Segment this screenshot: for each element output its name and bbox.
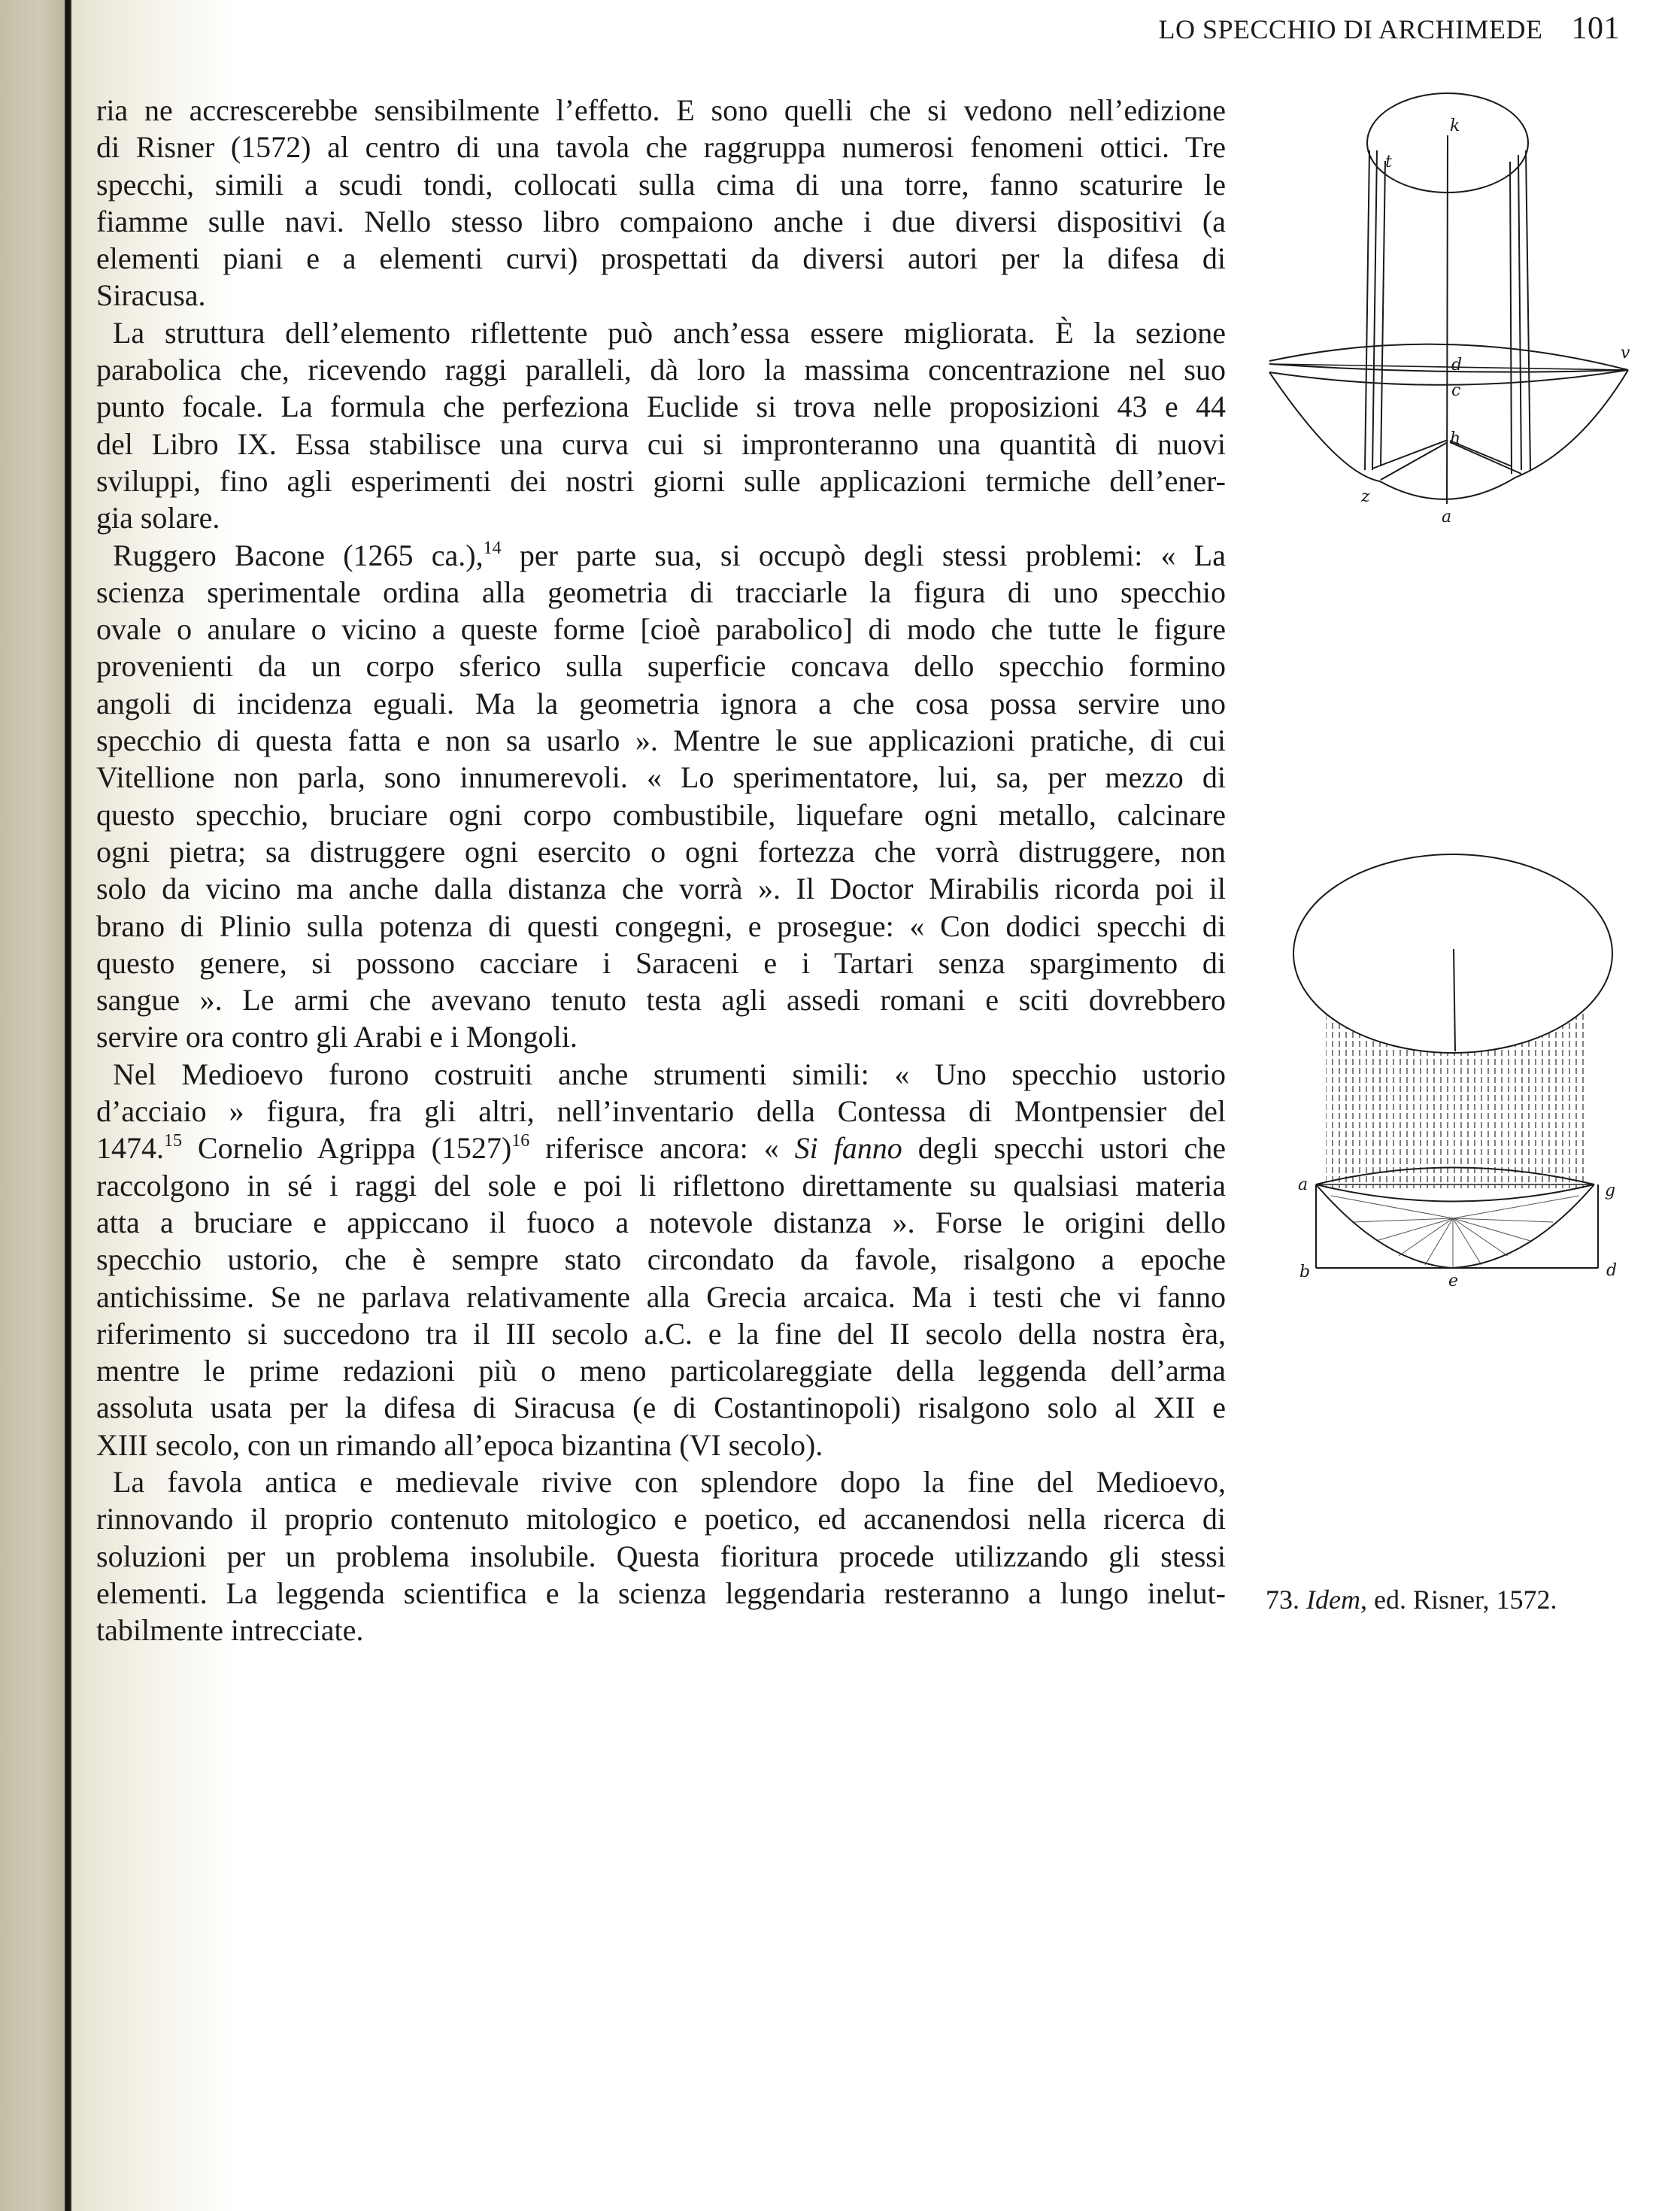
text-line: questo genere, si possono cacciare i Saraceni e i Tartari senza spargimento di [96, 945, 1226, 980]
main-text-column [96, 92, 1226, 1648]
text-line-with-footnote [96, 537, 1226, 574]
text-line: XIII secolo, con un rimando all’epoca bizantina (VI secolo). [96, 1427, 823, 1462]
text-line: fiamme sulle navi. Nello stesso libro compaiono anche i due diversi dispositivi (a [96, 204, 1226, 238]
text-line: raccolgono in sé i raggi del sole e poi li riflettono direttamente su qualsiasi materia [96, 1168, 1226, 1203]
text-line: questo specchio, bruciare ogni corpo combustibile, liquefare ogni metallo, calcinare [96, 797, 1226, 832]
book-spine-shadow [65, 0, 71, 2211]
text-line: sangue ». Le armi che avevano tenuto testa agli assedi romani e sciti dovrebbero [96, 983, 1226, 1018]
text-line: mentre le prime redazioni più o meno particolareggiate della leggenda dell’arma [96, 1354, 1226, 1388]
label-g: g [1605, 1181, 1616, 1200]
text-line: specchi, simili a scudi tondi, collocati sulla cima di una torre, fanno scaturire le [96, 167, 1226, 202]
label-d: d [1606, 1261, 1618, 1280]
text-segment: riferisce ancora: « [529, 1131, 795, 1166]
text-line: del Libro IX. Essa stabilisce una curva cui si impronteranno una quantità di nuovi [96, 426, 1226, 461]
text-segment: Ruggero Bacone (1265 ca.), [113, 538, 484, 572]
label-c: c [1451, 381, 1461, 400]
label-b: b [1299, 1263, 1311, 1281]
text-line: scienza sperimentale ordina alla geometria di tracciarle la figura di uno specchio [96, 575, 1226, 609]
caption-rest: , ed. Risner, 1572. [1360, 1585, 1557, 1615]
text-segment: degli specchi ustori che [902, 1131, 1227, 1166]
text-line: La favola antica e medievale rivive con splendore dopo la fine del Medioevo, [113, 1464, 1226, 1499]
text-segment: per parte sua, si occupò degli stessi problemi: « La [501, 538, 1226, 572]
label-h: h [1450, 429, 1461, 448]
caption-number: 73. [1266, 1585, 1299, 1615]
text-line-with-footnotes [96, 1130, 1226, 1166]
text-line: specchio di questa fatta e non sa usarlo ». Mentre le sue applicazioni pratiche, di cui [96, 723, 1226, 758]
footnote-ref-16[interactable]: 16 [511, 1131, 530, 1151]
text-line: assoluta usata per la difesa di Siracusa (e di Costantinopoli) risalgono solo al XII e [96, 1391, 1226, 1425]
text-line: gia solare. [96, 501, 220, 535]
page-number: 101 [1571, 11, 1620, 46]
italic-quote: Si fanno [794, 1131, 902, 1166]
running-head-title: LO SPECCHIO DI ARCHIMEDE [1158, 14, 1543, 44]
running-head [1158, 11, 1620, 47]
label-k: k [1450, 117, 1460, 135]
label-t: t [1385, 153, 1392, 171]
text-line: specchio ustorio, che è sempre stato circondato da favole, risalgono a epoche [96, 1242, 1226, 1277]
text-segment: 1474. [96, 1131, 164, 1166]
text-line: Vitellione non parla, sono innumerevoli. « Lo sperimentatore, lui, sa, per mezzo di [96, 760, 1226, 795]
text-line: parabolica che, ricevendo raggi paralleli, dà loro la massima concentrazione nel suo [96, 353, 1226, 387]
text-line: La struttura dell’elemento riflettente può anch’essa essere migliorata. È la sezione [113, 315, 1226, 350]
text-line: angoli di incidenza eguali. Ma la geometria ignora a che cosa possa servire uno [96, 686, 1226, 720]
label-a: a [1442, 508, 1452, 526]
text-line: elementi. La leggenda scientifica e la scienza leggendaria resteranno a lungo inelut- [96, 1576, 1226, 1610]
figure-paraboloid-rays-top [1248, 75, 1680, 526]
text-line: ria ne accrescerebbe sensibilmente l’effetto. E sono quelli che si vedono nell’edizione [96, 93, 1226, 127]
text-line: Nel Medioevo furono costruiti anche strumenti simili: « Uno specchio ustorio [113, 1057, 1226, 1091]
text-line: ogni pietra; sa distruggere ogni esercito o ogni fortezza che vorrà distruggere, non [96, 834, 1226, 869]
text-line: atta a bruciare e appiccano il fuoco a notevole distanza ». Forse le origini dello [96, 1205, 1226, 1239]
text-line: rinnovando il proprio contenuto mitologico e poetico, ed accanendosi nella ricerca di [96, 1502, 1226, 1536]
label-a: a [1298, 1175, 1309, 1194]
text-line: soluzioni per un problema insolubile. Questa fioritura procede utilizzando gli stessi [96, 1539, 1226, 1573]
text-line: tabilmente intrecciate. [96, 1613, 364, 1648]
text-line: riferimento si succedono tra il III secolo a.C. e la fine del II secolo della nostra èra, [96, 1316, 1226, 1351]
text-line: provenienti da un corpo sferico sulla superficie concava dello specchio formino [96, 649, 1226, 684]
footnote-ref-15[interactable]: 15 [164, 1131, 182, 1151]
text-line: ovale o anulare o vicino a queste forme [cioè parabolico] di modo che tutte le figure [96, 612, 1226, 647]
label-d: d [1451, 356, 1463, 375]
label-e: e [1448, 1272, 1459, 1291]
text-line: solo da vicino ma anche dalla distanza che vorrà ». Il Doctor Mirabilis ricorda poi il [96, 872, 1226, 906]
text-line: punto focale. La formula che perfeziona Euclide si trova nelle proposizioni 43 e 44 [96, 390, 1226, 424]
figure-caption [1266, 1584, 1557, 1615]
text-line: antichissime. Se ne parlava relativamente alla Grecia arcaica. Ma i testi che vi fanno [96, 1279, 1226, 1314]
text-line: di Risner (1572) al centro di una tavola che raggruppa numerosi fenomeni ottici. Tre [96, 130, 1226, 165]
label-v: v [1621, 344, 1630, 362]
text-segment: Cornelio Agrippa (1527) [182, 1131, 512, 1166]
text-line: elementi piani e a elementi curvi) prospettati da diversi autori per la difesa di [96, 241, 1226, 276]
figure-paraboloid-rays-bottom [1248, 842, 1680, 1294]
footnote-ref-14[interactable]: 14 [483, 538, 502, 558]
caption-title: Idem [1306, 1585, 1360, 1615]
text-line: Siracusa. [96, 278, 206, 313]
text-line: brano di Plinio sulla potenza di questi congegni, e prosegue: « Con dodici specchi di [96, 908, 1226, 943]
label-z: z [1361, 487, 1370, 506]
text-line: d’acciaio » figura, fra gli altri, nell’inventario della Contessa di Montpensier del [96, 1094, 1226, 1129]
text-line: servire ora contro gli Arabi e i Mongoli. [96, 1020, 578, 1054]
text-line: sviluppi, fino agli esperimenti dei nostri giorni sulle applicazioni termiche dell’ener- [96, 463, 1226, 498]
adjacent-page-edge [0, 0, 65, 2211]
